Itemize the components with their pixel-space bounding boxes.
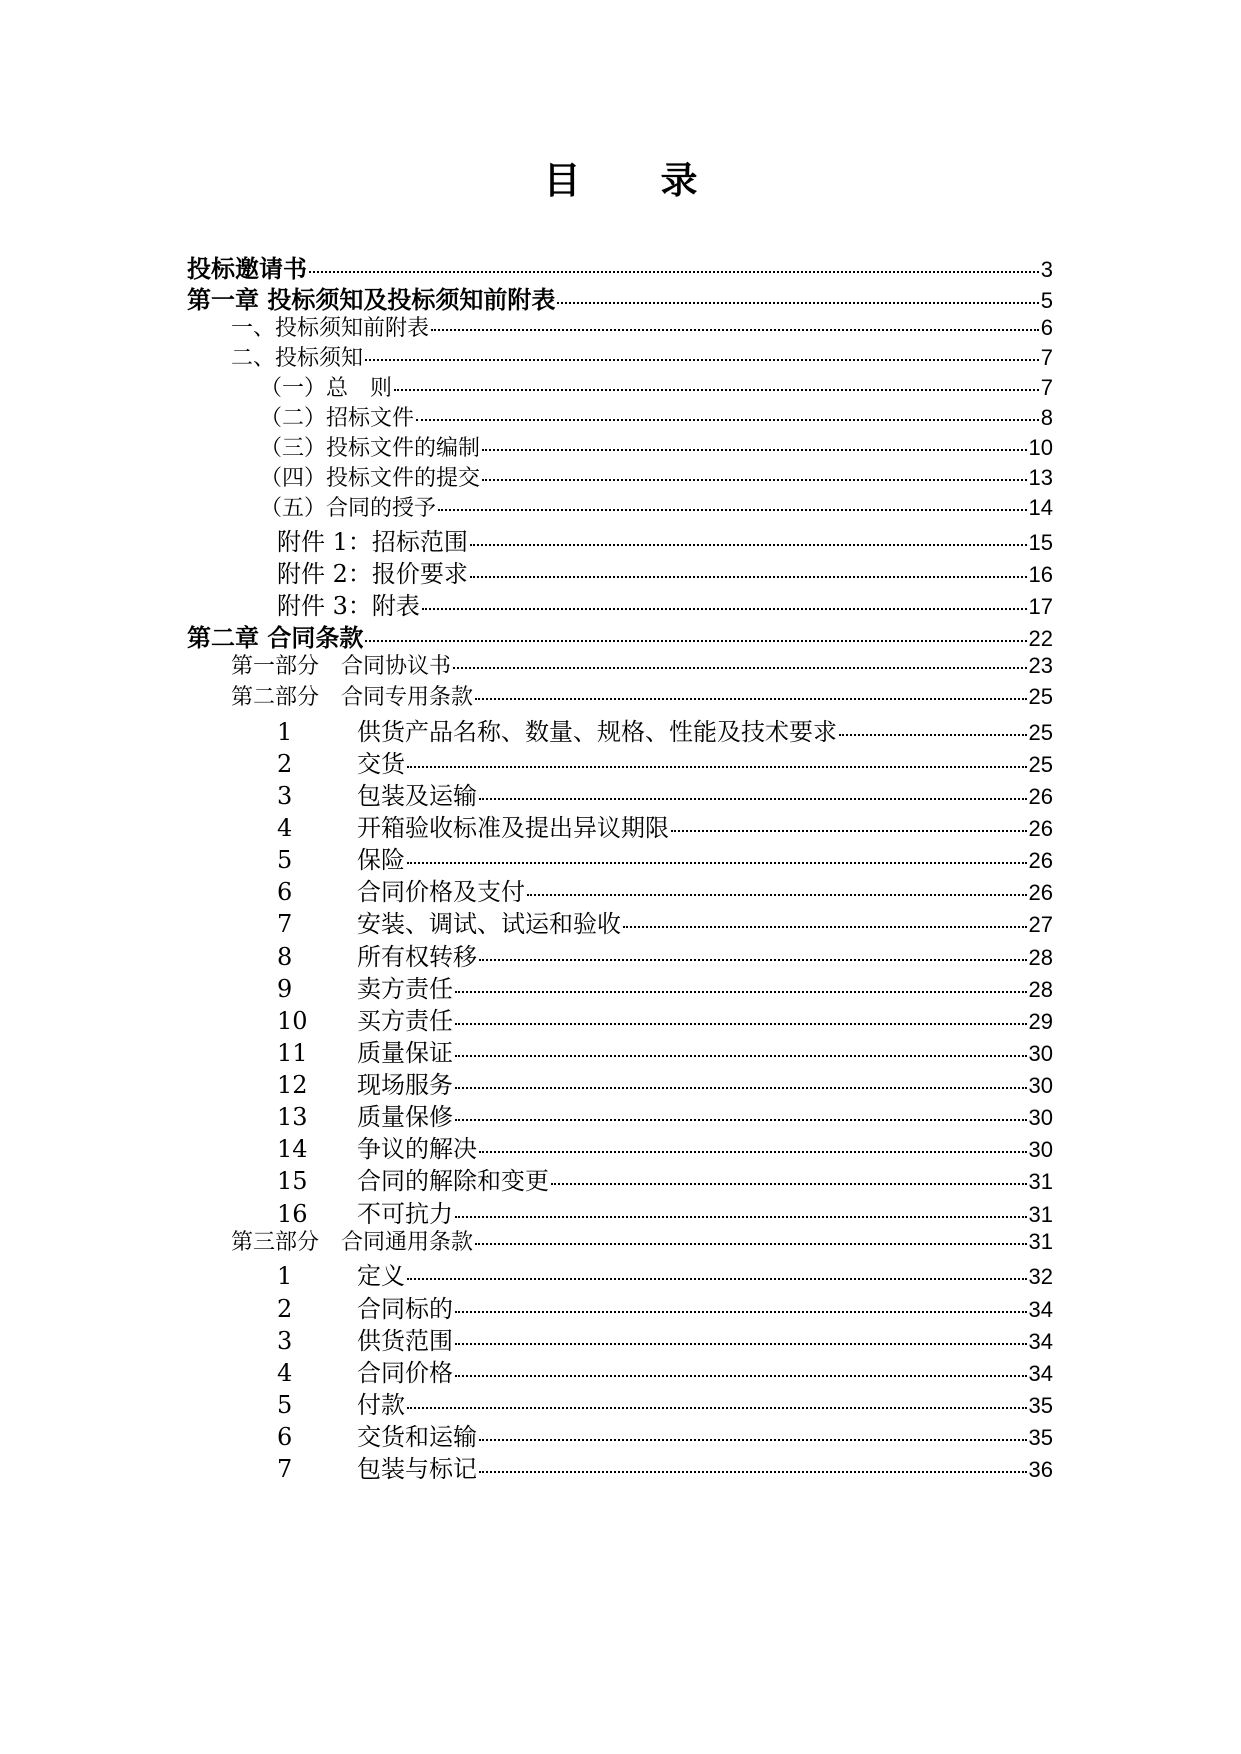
toc-entry-title: 保险 (357, 846, 405, 874)
toc-dot-leader (482, 449, 1027, 451)
toc-entry-label: 第二部分 合同专用条款 (231, 685, 474, 710)
toc-dot-leader (479, 1471, 1027, 1473)
toc-entry-label (187, 1033, 453, 1068)
toc-entry-page-number: 26 (1028, 848, 1053, 873)
toc-entry-label (187, 1065, 453, 1100)
toc-entry-page-number: 30 (1028, 1073, 1053, 1098)
toc-entry[interactable] (187, 872, 1053, 907)
toc-entry-number: 13 (277, 1103, 308, 1131)
toc-dot-leader (416, 419, 1039, 421)
toc-entry-page-number: 31 (1028, 1229, 1053, 1254)
toc-dot-leader (455, 1119, 1027, 1121)
toc-entry-title: 开箱验收标准及提出异议期限 (357, 814, 669, 842)
toc-entry-label (187, 1385, 405, 1420)
toc-entry-number: 3 (277, 1327, 293, 1355)
toc-entry-title: 合同的解除和变更 (357, 1167, 549, 1195)
toc-entry[interactable] (187, 904, 1053, 939)
toc-entry-title: 现场服务 (357, 1071, 453, 1099)
toc-dot-leader (394, 389, 1039, 391)
toc-entry-label: （一）总 则 (260, 376, 393, 401)
toc-entry-title: 交货 (357, 750, 405, 778)
page-title-part1: 目 (543, 159, 581, 202)
toc-entry-page-number: 15 (1028, 530, 1053, 555)
toc-entry[interactable] (187, 586, 1053, 621)
toc-entry-page-number: 36 (1028, 1457, 1053, 1482)
toc-dot-leader (671, 830, 1027, 832)
toc-entry-number: 9 (277, 975, 293, 1003)
toc-entry-title: 所有权转移 (357, 943, 477, 971)
toc-dot-leader (623, 926, 1027, 928)
toc-entry-number: 2 (277, 1295, 293, 1323)
toc-entry-number: 10 (277, 1007, 308, 1035)
toc-entry-number: 6 (277, 878, 293, 906)
toc-entry[interactable] (187, 1161, 1053, 1196)
toc-entry-label (187, 1321, 453, 1356)
toc-entry-title: 付款 (357, 1391, 405, 1419)
toc-entry[interactable] (187, 808, 1053, 843)
toc-entry-number: 11 (277, 1039, 308, 1067)
toc-entry-label (187, 969, 453, 1004)
toc-entry-page-number: 25 (1028, 684, 1053, 709)
toc-entry-label (187, 712, 837, 747)
toc-entry-page-number: 35 (1028, 1393, 1053, 1418)
page-title (0, 150, 1241, 204)
toc-entry-page-number: 30 (1028, 1105, 1053, 1130)
toc-entry[interactable] (187, 1417, 1053, 1452)
toc-dot-leader (839, 734, 1027, 736)
toc-entry-number: 4 (277, 1359, 293, 1387)
toc-entry-title: 质量保修 (357, 1103, 453, 1131)
toc-entry-page-number: 17 (1028, 594, 1053, 619)
toc-dot-leader (482, 479, 1027, 481)
toc-entry-label (187, 1289, 453, 1324)
toc-dot-leader (455, 1216, 1027, 1218)
toc-dot-leader (365, 359, 1039, 361)
toc-entry-number: 5 (277, 846, 293, 874)
toc-entry-number: 8 (277, 943, 293, 971)
toc-entry-number: 1 (277, 1262, 293, 1290)
toc-entry-page-number: 31 (1028, 1202, 1053, 1227)
toc-entry-label (187, 1097, 453, 1132)
toc-entry-label (187, 1449, 477, 1484)
toc-entry-title: 卖方责任 (357, 975, 453, 1003)
toc-dot-leader (557, 302, 1038, 304)
toc-entry-label: 第一章 投标须知及投标须知前附表 (187, 286, 556, 314)
toc-entry-page-number: 27 (1028, 912, 1053, 937)
toc-entry-page-number: 26 (1028, 880, 1053, 905)
toc-entry[interactable] (187, 341, 1053, 372)
toc-entry[interactable] (187, 649, 1053, 680)
toc-entry-label: （二）招标文件 (260, 406, 415, 431)
toc-dot-leader (407, 1278, 1027, 1280)
toc-entry-number: 1 (277, 718, 293, 746)
toc-dot-leader (365, 640, 1026, 642)
toc-entry[interactable] (187, 712, 1053, 747)
toc-entry[interactable] (187, 249, 1053, 284)
toc-entry-page-number: 26 (1028, 784, 1053, 809)
toc-dot-leader (455, 1375, 1027, 1377)
toc-entry-label (187, 776, 477, 811)
toc-entry[interactable] (187, 1321, 1053, 1356)
toc-entry[interactable] (187, 1225, 1053, 1256)
toc-entry-number: 6 (277, 1423, 293, 1451)
toc-dot-leader (470, 544, 1027, 546)
toc-dot-leader (455, 1087, 1027, 1089)
page-title-part2: 录 (660, 159, 698, 202)
toc-entry[interactable] (187, 1449, 1053, 1484)
toc-dot-leader (527, 894, 1027, 896)
toc-entry-title: 合同价格 (357, 1359, 453, 1387)
toc-entry-label: 二、投标须知 (231, 346, 364, 371)
toc-entry-number: 7 (277, 910, 293, 938)
toc-entry-page-number: 26 (1028, 816, 1053, 841)
toc-entry-number: 7 (277, 1455, 293, 1483)
toc-entry-title: 不可抗力 (357, 1200, 453, 1228)
toc-entry-title: 合同价格及支付 (357, 878, 525, 906)
toc-entry-label: 第三部分 合同通用条款 (231, 1230, 474, 1255)
toc-entry-number: 16 (277, 1200, 308, 1228)
toc-entry-title: 供货范围 (357, 1327, 453, 1355)
toc-entry-label (187, 1001, 453, 1036)
toc-entry[interactable] (187, 776, 1053, 811)
toc-entry[interactable] (187, 969, 1053, 1004)
toc-entry-page-number: 35 (1028, 1425, 1053, 1450)
toc-entry[interactable] (187, 744, 1053, 779)
toc-dot-leader (479, 1439, 1027, 1441)
toc-entry-page-number: 16 (1028, 562, 1053, 587)
toc-entry-page-number: 34 (1028, 1329, 1053, 1354)
toc-entry-page-number: 7 (1040, 345, 1053, 370)
toc-entry[interactable] (187, 618, 1053, 653)
toc-entry-number: 2 (277, 750, 293, 778)
toc-dot-leader (479, 1151, 1027, 1153)
toc-entry-title: 合同标的 (357, 1295, 453, 1323)
toc-entry-page-number: 7 (1040, 375, 1053, 400)
toc-entry-label (187, 1353, 453, 1388)
toc-dot-leader (455, 1311, 1027, 1313)
toc-entry[interactable] (187, 1194, 1053, 1229)
toc-entry[interactable] (187, 1289, 1053, 1324)
toc-entry-label (187, 808, 669, 843)
toc-entry[interactable] (187, 280, 1053, 315)
toc-entry[interactable] (187, 1256, 1053, 1291)
toc-entry-title: 买方责任 (357, 1007, 453, 1035)
toc-entry-label: 一、投标须知前附表 (231, 316, 430, 341)
toc-entry-page-number: 14 (1028, 495, 1053, 520)
toc-entry-label (187, 840, 405, 875)
toc-dot-leader (475, 1243, 1027, 1245)
toc-dot-leader (455, 1055, 1027, 1057)
toc-entry[interactable] (187, 491, 1053, 522)
toc-entry[interactable] (187, 554, 1053, 589)
toc-entry-label: 附件 3：附表 (277, 592, 420, 620)
toc-dot-leader (422, 608, 1027, 610)
toc-dot-leader (407, 766, 1027, 768)
toc-entry-title: 定义 (357, 1262, 405, 1290)
toc-entry-page-number: 25 (1028, 752, 1053, 777)
toc-entry-page-number: 6 (1040, 315, 1053, 340)
toc-entry-page-number: 34 (1028, 1361, 1053, 1386)
toc-entry[interactable] (187, 1033, 1053, 1068)
toc-entry[interactable] (187, 1385, 1053, 1420)
toc-entry[interactable] (187, 1353, 1053, 1388)
toc-dot-leader (309, 271, 1039, 273)
toc-dot-leader (407, 1407, 1027, 1409)
toc-dot-leader (455, 1023, 1027, 1025)
toc-entry-page-number: 28 (1028, 945, 1053, 970)
toc-entry-page-number: 30 (1028, 1137, 1053, 1162)
toc-entry-label (187, 1161, 549, 1196)
toc-entry-page-number: 32 (1028, 1264, 1053, 1289)
toc-entry-label: （四）投标文件的提交 (260, 466, 481, 491)
toc-dot-leader (479, 798, 1027, 800)
toc-entry-label (187, 937, 477, 972)
toc-entry-number: 5 (277, 1391, 293, 1419)
toc-entry[interactable] (187, 461, 1053, 492)
toc-entry-page-number: 29 (1028, 1009, 1053, 1034)
toc-dot-leader (453, 667, 1027, 669)
toc-entry-label (187, 744, 405, 779)
toc-entry-title: 争议的解决 (357, 1135, 477, 1163)
toc-entry-title: 交货和运输 (357, 1423, 477, 1451)
toc-entry[interactable] (187, 311, 1053, 342)
toc-entry-label: （三）投标文件的编制 (260, 436, 481, 461)
toc-dot-leader (470, 576, 1027, 578)
toc-entry-page-number: 30 (1028, 1041, 1053, 1066)
toc-dot-leader (479, 959, 1027, 961)
toc-entry-page-number: 3 (1040, 257, 1053, 282)
toc-entry-label (187, 1194, 453, 1229)
toc-entry-number: 12 (277, 1071, 308, 1099)
toc-entry-page-number: 25 (1028, 720, 1053, 745)
toc-entry-title: 包装与标记 (357, 1455, 477, 1483)
toc-entry-label: 附件 1：招标范围 (277, 528, 468, 556)
toc-entry-page-number: 5 (1040, 288, 1053, 313)
toc-entry-page-number: 23 (1028, 653, 1053, 678)
toc-dot-leader (455, 1343, 1027, 1345)
toc-entry-title: 供货产品名称、数量、规格、性能及技术要求 (357, 718, 837, 746)
toc-entry-label: （五）合同的授予 (260, 496, 437, 521)
toc-entry[interactable] (187, 680, 1053, 711)
toc-entry-label (187, 872, 525, 907)
toc-dot-leader (407, 862, 1027, 864)
toc-dot-leader (475, 698, 1027, 700)
toc-dot-leader (431, 329, 1039, 331)
toc-dot-leader (551, 1183, 1027, 1185)
toc-entry-title: 包装及运输 (357, 782, 477, 810)
toc-entry-page-number: 13 (1028, 465, 1053, 490)
toc-entry-label: 第一部分 合同协议书 (231, 654, 452, 679)
toc-entry-page-number: 22 (1028, 626, 1053, 651)
toc-entry[interactable] (187, 401, 1053, 432)
toc-entry-label: 投标邀请书 (187, 255, 307, 283)
toc-entry-label (187, 1129, 477, 1164)
toc-entry[interactable] (187, 840, 1053, 875)
toc-entry-title: 质量保证 (357, 1039, 453, 1067)
toc-entry-title: 安装、调试、试运和验收 (357, 910, 621, 938)
toc-entry-page-number: 10 (1028, 435, 1053, 460)
toc-entry[interactable] (187, 1097, 1053, 1132)
toc-entry-label (187, 1417, 477, 1452)
toc-entry-number: 3 (277, 782, 293, 810)
toc-entry-page-number: 31 (1028, 1169, 1053, 1194)
toc-entry-page-number: 8 (1040, 405, 1053, 430)
toc-entry-page-number: 34 (1028, 1297, 1053, 1322)
toc-entry[interactable] (187, 937, 1053, 972)
toc-dot-leader (438, 509, 1027, 511)
toc-entry-number: 14 (277, 1135, 308, 1163)
toc-entry-label: 第二章 合同条款 (187, 624, 364, 652)
toc-entry-page-number: 28 (1028, 977, 1053, 1002)
toc-entry[interactable] (187, 1129, 1053, 1164)
toc-entry-label: 附件 2：报价要求 (277, 560, 468, 588)
toc-entry[interactable] (187, 1001, 1053, 1036)
toc-entry[interactable] (187, 371, 1053, 402)
toc-entry[interactable] (187, 1065, 1053, 1100)
toc-dot-leader (455, 991, 1027, 993)
toc-entry-number: 15 (277, 1167, 308, 1195)
toc-entry[interactable] (187, 522, 1053, 557)
toc-entry-number: 4 (277, 814, 293, 842)
toc-entry-label (187, 904, 621, 939)
toc-entry[interactable] (187, 431, 1053, 462)
toc-entry-label (187, 1256, 405, 1291)
